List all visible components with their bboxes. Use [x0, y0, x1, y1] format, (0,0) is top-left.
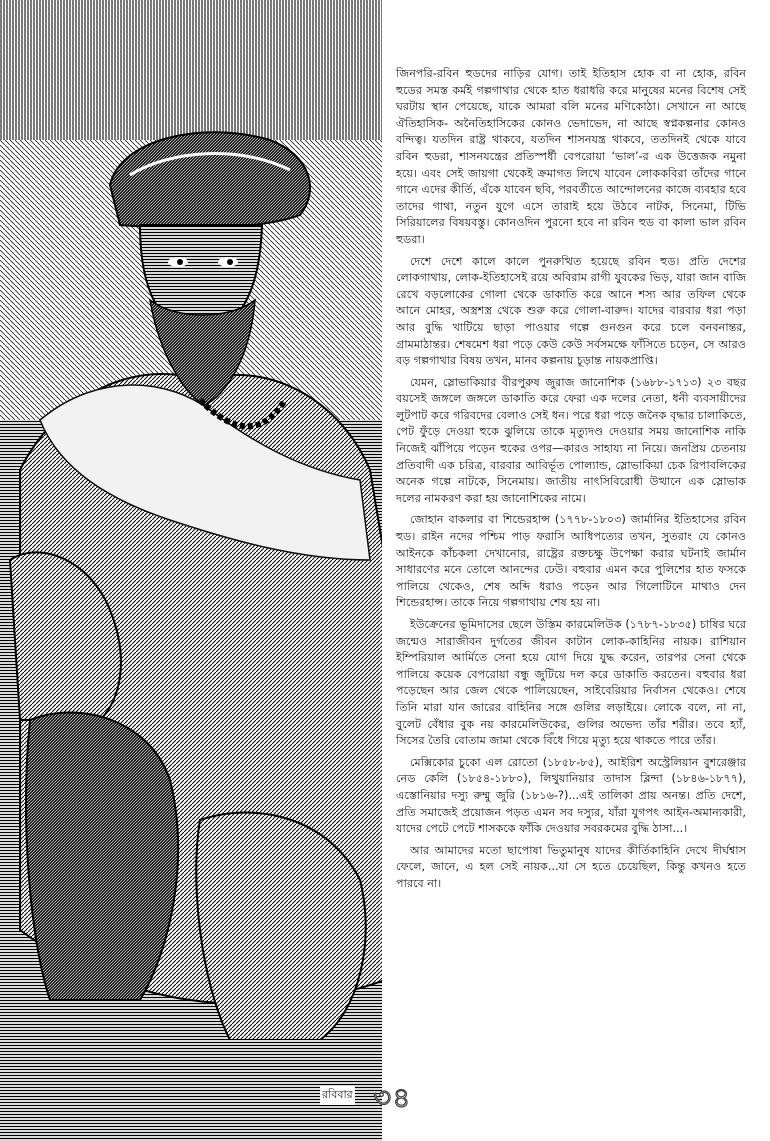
paragraph: দেশে দেশে কালে কালে পুনরুত্থিত হয়েছে রবিন হুড। প্রতি দেশের লোকগাথায়, লোক-ইতিহাসেই রয়ে অবিরাম রাগী যুবকের ভিড়, যারা জান বাজি রেখে বড়লোকের গোলা থেকে ডাকাতি করে আনে শস্য আর তফিল থেকে আনে মোহর, অস্ত্রশস্ত্র থেকে শুরু করে গোলা-বারুদ। যাদের বারবার ধরা পড়া আর বুদ্ধি খাটিয়ে ছাড়া পাওয়ার গল্পে গুনগুন করে চলে বনবনান্তর, গ্রামমাঠান্তর। শেষমেশ ধরা পড়ে কেউ কেউ সর্বসমক্ষে ফাঁসিতে চড়েন, সে আরও বড় গল্পগাথার বিষয় তখন, মানব কল্পনায় চূড়ান্ত নায়কপ্রাপ্তি। — [396, 254, 746, 368]
article-text — [396, 66, 746, 898]
paragraph: জোহান বাকলার বা শিন্ডেরহান্স (১৭৭৮-১৮০৩) জার্মানির ইতিহাসের রবিন হুড। রাইন নদের পশ্চিম পাড় ফরাসি আধিপত্যের তখন, সুতরাং যে কোনও আইনকে কাঁচকলা দেখানোর, রাষ্ট্রের রক্তচক্ষু উপেক্ষা করার ঘটনাই জার্মান সাধারণের মনে তোলে আনন্দের ঢেউ। বহুবার এমন করে পুলিশের হাত ফসকে পালিয়ে থেকেও, শেষ অব্দি ধরাও পড়েন আর গিলোটিনে মাথাও দেন শিন্ডেরহান্স। তাকে নিয়ে গল্পগাথায় শেষ হয় না। — [396, 513, 746, 610]
page-footer — [318, 1080, 418, 1114]
paragraph: জিনপরি-রবিন হুডদের নাড়ির যোগ। তাই ইতিহাস হোক বা না হোক, রবিন হুডের সমস্ত কর্মই গল্পগাথার থেকে হাত ধরাধরি করে মানুষের মনের বিশেষ সেই ঘরটায় স্থান পেয়েছে, যাকে আমরা বলি মনের মণিকোঠা। সেখানে না আছে ঐতিহাসিক- অনৈতিহাসিকের কোনও ভেদাভেদ, না আছে স্বপ্নকল্পনার কোনও বন্দিত্ব। যতদিন রাষ্ট্র থাকবে, যতদিন শাসনযন্ত্র থাকবে, ততদিনই থেকে যাবে রবিন হুডরা, শাসনযন্ত্রের প্রতিস্পর্ধী বেপরোয়া ‘ভাল’-র এক উত্তেজক নমুনা হয়ে। এবং সেই জায়গা থেকেই ক্রমাগত লিখে যাবেন লোককবিরা তাঁদের গানে গানে এদের কীর্তি, এঁকে যাবেন ছবি, পরবর্তীতে আন্দোলনের কাজে ব্যবহার হবে তাদের গাথা, নতুন যুগে এসে তারাই হয়ে উঠবে নাটক, সিনেমা, টিভি সিরিয়ালের বিষয়বস্তু। কোনওদিন পুরনো হবে না রবিন হুড বা কালা ভাল রবিন হুডরা। — [396, 67, 746, 246]
paragraph: ইউক্রেনের ভূমিদাসের ছেলে উস্তিম কারমেলিউক (১৭৮৭-১৮৩৫) চাষির ঘরে জন্মেও সারাজীবন দুর্গতের জীবন কাটান লোক-কাহিনির নায়ক। রাশিয়ান ইম্পিরিয়াল আর্মিতে সেনা হয়ে যোগ দিয়ে যুদ্ধ করেন, তারপর সেনা থেকে পালিয়ে কয়েক বেপরোয়া বন্ধু জুটিয়ে দল করে ডাকাতি করতেন। বহুবার ধরা পড়েছেন আর জেল থেকে পালিয়েছেন, সাইবেরিয়ার নির্বাসন থেকেও। শেষে তিনি মারা যান জারের বাহিনির সঙ্গে গুলির লড়াইয়ে। লোকে বলে, না না, বুলেট বেঁধার বুক নয় কারমেলিউকের, গুলির অভেদ্য তাঁর শরীর। তবে হ্যাঁ, সিসের তৈরি বোতাম জামা থেকে বিঁধে গিয়ে মৃত্যু হয়ে থাকতে পারে তাঁর। — [396, 618, 746, 748]
page-number: ৩৪ — [373, 1081, 412, 1114]
magazine-name: রবিবার — [320, 1086, 355, 1105]
paragraph: মেক্সিকোর চুকো এল রোতো (১৮৫৮-৮৫), আইরিশ অস্ট্রেলিয়ান বুশরেঞ্জার নেড কেলি (১৮৫৪-১৮৮০), লিথুয়ানিয়ার তাদাস ব্লিন্দা (১৮৪৬-১৮৭৭), এস্তোনিয়ার দস্যু রুম্মু জুরি (১৮১৬-?)...এই তালিকা প্রায় অনন্ত। প্রতি দেশে, প্রতি সমাজেই প্রয়োজন পড়ত এমন সব দস্যুর, যাঁরা যুগপৎ আইন-অমান্যকারী, যাদের পেটে পেটে শাসককে ফাঁকি দেওয়ার সবরকমের বুদ্ধি ঠাসা...। — [396, 755, 746, 836]
paragraph: আর আমাদের মতো ছাপোষা ভিতুমানুষ যাদের কীর্তিকাহিনি দেখে দীর্ঘশ্বাস ফেলে, জানে, এ হল সেই নায়ক...যা সে হতে চেয়েছিল, কিন্তু কখনও হতে পারবে না। — [396, 843, 746, 890]
paragraph: যেমন, স্লোভাকিয়ার বীরপুরুষ জুরাজ জানোশিক (১৬৮৮-১৭১৩) ২৩ বছর বয়সেই জঙ্গলে জঙ্গলে ডাকাতি করে ফেরা এক দলের নেতা, ধনী ব্যবসায়ীদের লুটপাট করে গরিবদের বেলাও সেই ধন। পরে ধরা পড়ে জনৈক বৃদ্ধার চালাকিতে, পেট ফুঁড়ে দেওয়া হুকে ঝুলিয়ে তাকে মৃত্যুদণ্ড দেওয়ার সময় জানোশিক নাকি নিজেই ঝাঁপিয়ে পড়েন হুকের ওপর—কারও সাহায্য না নিয়ে। জনপ্রিয় চেতনায় প্রতিবাদী এক চরিত্র, বারবার আবির্ভূত পোল্যান্ড, স্লোভাকিয়া চেক রিপাবলিকের অনেক গল্পে নাটকে, সিনেমায়। জাতীয় নাৎসিবিরোধী উত্থানে এক স্লোভাক দলের নামকরণ করা হয় জানোশিকের নামে। — [396, 375, 746, 505]
